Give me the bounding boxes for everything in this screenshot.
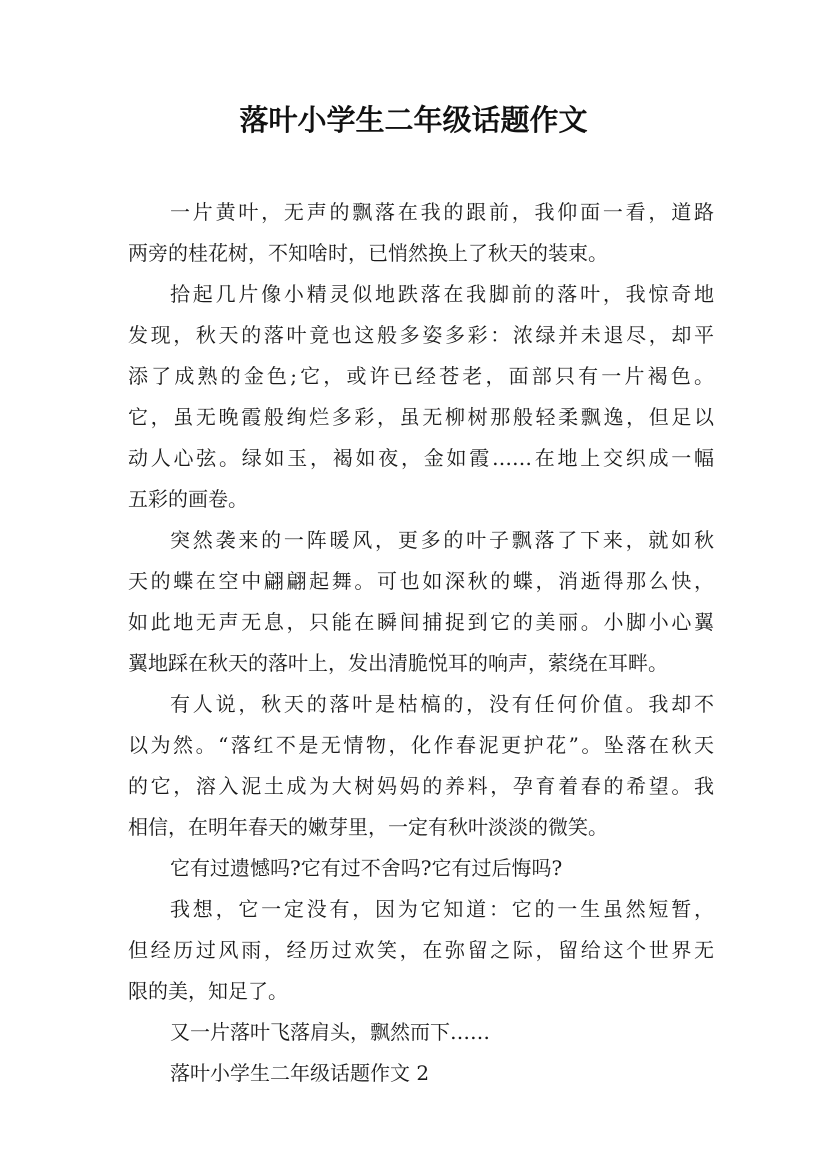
text-line: 相信，在明年春天的嫩芽里，一定有秋叶淡淡的微笑。 — [128, 815, 608, 839]
document-title: 落叶小学生二年级话题作文 — [239, 103, 588, 137]
text-line: 拾起几片像小精灵似地跌落在我脚前的落叶，我惊奇地 — [170, 282, 714, 306]
text-line: 五彩的画卷。 — [128, 487, 248, 511]
text-line: 动人心弦。绿如玉，褐如夜，金如霞……在地上交织成一幅 — [128, 446, 714, 470]
text-line: 的它，溶入泥土成为大树妈妈的养料，孕育着春的希望。我 — [128, 774, 714, 798]
text-line: 突然袭来的一阵暖风，更多的叶子飘落了下来，就如秋 — [170, 528, 714, 552]
text-line: 一片黄叶，无声的飘落在我的跟前，我仰面一看，道路 — [170, 200, 714, 224]
text-line: 翼地踩在秋天的落叶上，发出清脆悦耳的响声，萦绕在耳畔。 — [128, 651, 668, 675]
text-line: 有人说，秋天的落叶是枯槁的，没有任何价值。我却不 — [170, 692, 714, 716]
text-line: 我想，它一定没有，因为它知道：它的一生虽然短暂， — [170, 897, 714, 921]
text-line: 发现，秋天的落叶竟也这般多姿多彩：浓绿并未退尽，却平 — [128, 323, 714, 347]
text-line: 两旁的桂花树，不知啥时，已悄然换上了秋天的装束。 — [128, 241, 608, 265]
text-line: 又一片落叶飞落肩头，飘然而下…… — [170, 1020, 490, 1044]
text-line: 添了成熟的金色;它，或许已经苍老，面部只有一片褐色。 — [128, 364, 714, 388]
text-line: 如此地无声无息，只能在瞬间捕捉到它的美丽。小脚小心翼 — [128, 610, 714, 634]
text-line: 但经历过风雨，经历过欢笑，在弥留之际，留给这个世界无 — [128, 938, 714, 962]
text-line: 限的美，知足了。 — [128, 979, 288, 1003]
document-body — [128, 192, 714, 1094]
text-line: 以为然。“落红不是无情物，化作春泥更护花”。坠落在秋天 — [128, 733, 714, 757]
text-line: 天的蝶在空中翩翩起舞。可也如深秋的蝶，消逝得那么快， — [128, 569, 714, 593]
text-line: 它有过遗憾吗?它有过不舍吗?它有过后悔吗? — [170, 856, 563, 880]
text-line: 落叶小学生二年级话题作文 2 — [170, 1061, 430, 1085]
text-line: 它，虽无晚霞般绚烂多彩，虽无柳树那般轻柔飘逸，但足以 — [128, 405, 714, 429]
